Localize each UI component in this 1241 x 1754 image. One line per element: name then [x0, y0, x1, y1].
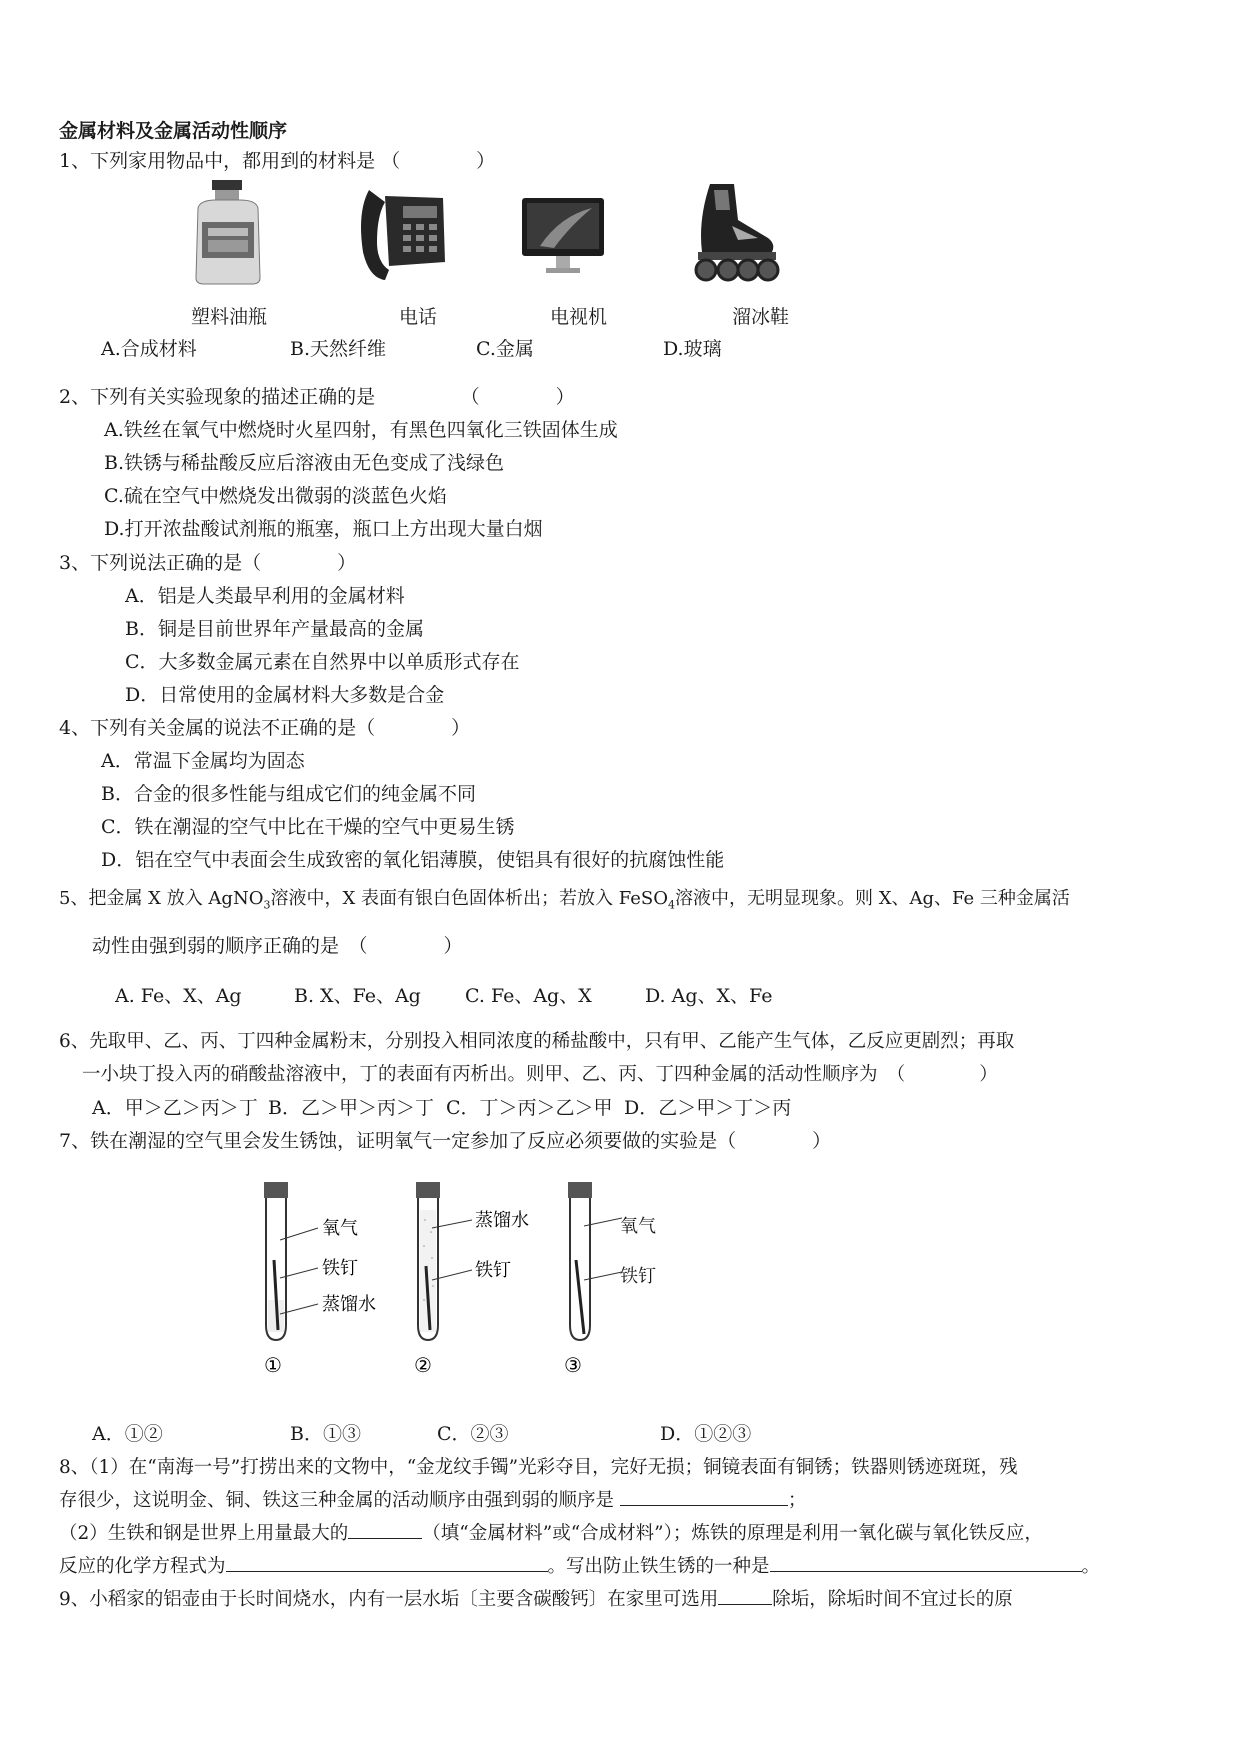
test-tube-3 [564, 1182, 622, 1377]
q6-option-c: C．丁＞丙＞乙＞甲 [446, 1097, 613, 1119]
test-tube-diagram [250, 1180, 630, 1385]
q8-answer-blank-3[interactable] [226, 1553, 548, 1572]
oil-bottle-image [190, 178, 266, 288]
q2-stem: 2、下列有关实验现象的描述正确的是 （ ） [59, 386, 575, 408]
q7-option-a: A．①② [92, 1423, 163, 1445]
tv-image [520, 196, 606, 276]
label-oxygen: 氧气 [322, 1218, 358, 1239]
q2-option-c: C.硫在空气中燃烧发出微弱的淡蓝色火焰 [104, 485, 447, 507]
q2-option-b: B.铁锈与稀盐酸反应后溶液由无色变成了浅绿色 [104, 452, 505, 474]
telephone-image [355, 182, 447, 284]
q1-option-a: A.合成材料 [101, 338, 197, 360]
roller-skate-image [688, 180, 780, 284]
q2-option-a: A.铁丝在氧气中燃烧时火星四射，有黑色四氧化三铁固体生成 [104, 419, 618, 441]
tube-number-1: ① [264, 1353, 282, 1377]
q2-option-d: D.打开浓盐酸试剂瓶的瓶塞，瓶口上方出现大量白烟 [104, 518, 543, 540]
label-nail: 铁钉 [475, 1260, 511, 1281]
q4-option-a: A．常温下金属均为固态 [101, 750, 305, 772]
q5-line1: 5、把金属 X 放入 AgNO$_3$溶液中，X 表面有银白色固体析出；若放入 FeSO$_4$溶液中，无明显现象。则 X、Ag、Fe 三种金属活 [59, 888, 1070, 912]
q7-option-b: B．①③ [290, 1423, 361, 1445]
q7-stem: 7、铁在潮湿的空气里会发生锈蚀，证明氧气一定参加了反应必须要做的实验是（ ） [59, 1130, 832, 1152]
q3-stem: 3、下列说法正确的是（ ） [59, 552, 357, 574]
q5-option-a: A. Fe、X、Ag [115, 985, 242, 1007]
label-water: 蒸馏水 [475, 1210, 529, 1231]
q7-option-c: C．②③ [437, 1423, 509, 1445]
tube3-label-nail: 铁钉 [620, 1266, 656, 1287]
q6-option-b: B．乙＞甲＞丙＞丁 [268, 1097, 434, 1119]
tube3-label-oxygen: 氧气 [620, 1216, 656, 1237]
q1-item-label: 电话 [399, 306, 438, 328]
q8-part1-line2: 存很少，这说明金、铜、铁这三种金属的活动顺序由强到弱的顺序是 ； [59, 1486, 806, 1512]
q1-option-b: B.天然纤维 [290, 338, 387, 360]
tube-number-3: ③ [564, 1353, 582, 1377]
q6-option-a: A．甲＞乙＞丙＞丁 [92, 1097, 258, 1119]
q9-answer-blank[interactable] [718, 1586, 772, 1605]
q8-answer-blank-1[interactable] [620, 1487, 788, 1506]
tube-number-2: ② [414, 1353, 432, 1377]
q5-option-d: D. Ag、X、Fe [645, 985, 773, 1007]
q8-answer-blank-2[interactable] [348, 1520, 422, 1539]
label-water: 蒸馏水 [322, 1294, 376, 1315]
q4-option-b: B．合金的很多性能与组成它们的纯金属不同 [101, 783, 476, 805]
page-title: 金属材料及金属活动性顺序 [59, 120, 288, 142]
q7-option-d: D．①②③ [660, 1423, 752, 1445]
q5-line2: 动性由强到弱的顺序正确的是 （ ） [92, 935, 463, 957]
q1-item-label: 塑料油瓶 [191, 306, 268, 328]
q8-part1-line1: 8、（1）在“南海一号”打捞出来的文物中，“金龙纹手镯”光彩夺目，完好无损；铜镜表面有铜锈；铁器则锈迹斑斑，残 [59, 1457, 1018, 1478]
q3-option-a: A．铝是人类最早利用的金属材料 [125, 585, 405, 607]
q6-line1: 6、先取甲、乙、丙、丁四种金属粉末，分别投入相同浓度的稀盐酸中，只有甲、乙能产生气体，乙反应更剧烈；再取 [59, 1031, 1015, 1052]
q1-option-d: D.玻璃 [663, 338, 722, 360]
q4-option-d: D．铝在空气中表面会生成致密的氧化铝薄膜，使铝具有很好的抗腐蚀性能 [101, 849, 725, 871]
q1-stem: 1、下列家用物品中，都用到的材料是 （ ） [59, 150, 496, 172]
q9-line: 9、小稻家的铝壶由于长时间烧水，内有一层水垢〔主要含碳酸钙〕在家里可选用 除垢，除垢时间不宜过长的原 [59, 1585, 1013, 1611]
q8-answer-blank-4[interactable] [770, 1553, 1082, 1572]
q3-option-c: C．大多数金属元素在自然界中以单质形式存在 [125, 651, 520, 673]
test-tube-2 [414, 1182, 529, 1377]
q5-option-b: B. X、Fe、Ag [294, 985, 421, 1007]
test-tube-1 [264, 1182, 376, 1377]
q5-option-c: C. Fe、Ag、X [465, 985, 592, 1007]
q6-line2: 一小块丁投入丙的硝酸盐溶液中，丁的表面有丙析出。则甲、乙、丙、丁四种金属的活动性顺序为 （ ） [82, 1064, 998, 1085]
q1-item-label: 溜冰鞋 [732, 306, 790, 328]
q8-part2-line2: 反应的化学方程式为 。写出防止铁生锈的一种是 。 [59, 1552, 1100, 1578]
q3-option-b: B．铜是目前世界年产量最高的金属 [125, 618, 424, 640]
label-nail: 铁钉 [322, 1258, 358, 1279]
q8-part2-line1: （2）生铁和钢是世界上用量最大的 （填“金属材料”或“合成材料”）；炼铁的原理是利用一氧化碳与氧化铁反应， [59, 1519, 1043, 1545]
q3-option-d: D．日常使用的金属材料大多数是合金 [125, 684, 445, 706]
q4-stem: 4、下列有关金属的说法不正确的是（ ） [59, 717, 471, 739]
q6-option-d: D．乙＞甲＞丁＞丙 [624, 1097, 792, 1119]
q4-option-c: C．铁在潮湿的空气中比在干燥的空气中更易生锈 [101, 816, 515, 838]
q1-option-c: C.金属 [476, 338, 534, 360]
q1-item-label: 电视机 [550, 306, 608, 328]
